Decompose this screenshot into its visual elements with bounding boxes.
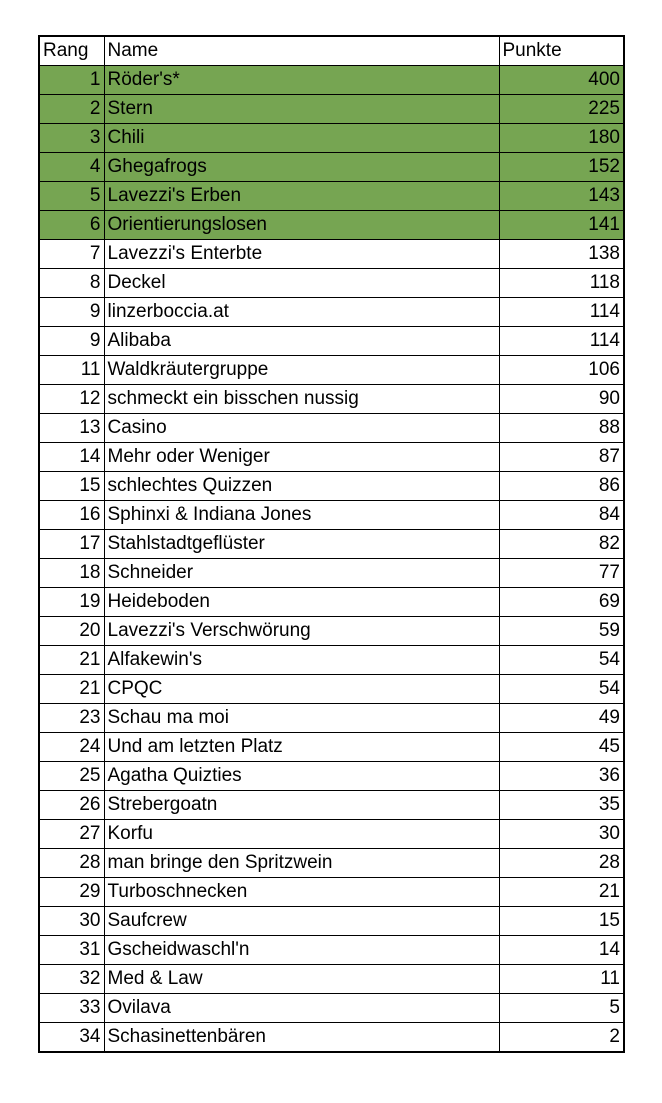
table-row	[39, 327, 624, 356]
points-cell: 84	[499, 501, 624, 530]
rank-cell: 29	[39, 878, 104, 907]
team-name-cell: Schau ma moi	[104, 704, 499, 733]
team-name-cell: Med & Law	[104, 965, 499, 994]
team-name-cell: Saufcrew	[104, 907, 499, 936]
table-row	[39, 878, 624, 907]
rank-cell: 15	[39, 472, 104, 501]
team-name-cell: Mehr oder Weniger	[104, 443, 499, 472]
table-row	[39, 994, 624, 1023]
rank-cell: 28	[39, 849, 104, 878]
rank-cell: 9	[39, 327, 104, 356]
rank-cell: 12	[39, 385, 104, 414]
team-name-cell: schmeckt ein bisschen nussig	[104, 385, 499, 414]
team-name-cell: Sphinxi & Indiana Jones	[104, 501, 499, 530]
points-cell: 30	[499, 820, 624, 849]
points-cell: 54	[499, 646, 624, 675]
team-name-cell: Heideboden	[104, 588, 499, 617]
rank-cell: 30	[39, 907, 104, 936]
table-row	[39, 356, 624, 385]
points-cell: 2	[499, 1023, 624, 1053]
points-cell: 87	[499, 443, 624, 472]
points-cell: 15	[499, 907, 624, 936]
points-cell: 141	[499, 211, 624, 240]
rank-cell: 27	[39, 820, 104, 849]
ranking-table	[38, 35, 625, 1053]
rank-cell: 4	[39, 153, 104, 182]
table-row	[39, 1023, 624, 1053]
points-cell: 28	[499, 849, 624, 878]
table-row	[39, 675, 624, 704]
table-row	[39, 762, 624, 791]
table-row	[39, 385, 624, 414]
team-name-cell: man bringe den Spritzwein	[104, 849, 499, 878]
team-name-cell: Ovilava	[104, 994, 499, 1023]
team-name-cell: linzerboccia.at	[104, 298, 499, 327]
team-name-cell: schlechtes Quizzen	[104, 472, 499, 501]
table-row	[39, 733, 624, 762]
rank-cell: 1	[39, 66, 104, 95]
header-name: Name	[104, 36, 499, 66]
rank-cell: 2	[39, 95, 104, 124]
points-cell: 54	[499, 675, 624, 704]
team-name-cell: Und am letzten Platz	[104, 733, 499, 762]
points-cell: 138	[499, 240, 624, 269]
points-cell: 118	[499, 269, 624, 298]
team-name-cell: Alfakewin's	[104, 646, 499, 675]
rank-cell: 21	[39, 675, 104, 704]
table-row	[39, 182, 624, 211]
points-cell: 49	[499, 704, 624, 733]
team-name-cell: Alibaba	[104, 327, 499, 356]
table-row	[39, 472, 624, 501]
team-name-cell: Chili	[104, 124, 499, 153]
points-cell: 36	[499, 762, 624, 791]
team-name-cell: Orientierungslosen	[104, 211, 499, 240]
points-cell: 88	[499, 414, 624, 443]
team-name-cell: Schasinettenbären	[104, 1023, 499, 1053]
team-name-cell: Gscheidwaschl'n	[104, 936, 499, 965]
team-name-cell: Turboschnecken	[104, 878, 499, 907]
rank-cell: 3	[39, 124, 104, 153]
team-name-cell: Ghegafrogs	[104, 153, 499, 182]
header-row	[39, 36, 624, 66]
table-row	[39, 849, 624, 878]
points-cell: 114	[499, 298, 624, 327]
table-row	[39, 936, 624, 965]
team-name-cell: Lavezzi's Erben	[104, 182, 499, 211]
rank-cell: 8	[39, 269, 104, 298]
rank-cell: 6	[39, 211, 104, 240]
rank-cell: 11	[39, 356, 104, 385]
rank-cell: 16	[39, 501, 104, 530]
points-cell: 82	[499, 530, 624, 559]
points-cell: 14	[499, 936, 624, 965]
team-name-cell: CPQC	[104, 675, 499, 704]
points-cell: 90	[499, 385, 624, 414]
table-row	[39, 791, 624, 820]
table-row	[39, 240, 624, 269]
points-cell: 400	[499, 66, 624, 95]
points-cell: 21	[499, 878, 624, 907]
points-cell: 225	[499, 95, 624, 124]
rank-cell: 34	[39, 1023, 104, 1053]
points-cell: 180	[499, 124, 624, 153]
rank-cell: 7	[39, 240, 104, 269]
table-row	[39, 269, 624, 298]
table-row	[39, 501, 624, 530]
rank-cell: 21	[39, 646, 104, 675]
rank-cell: 19	[39, 588, 104, 617]
points-cell: 45	[499, 733, 624, 762]
team-name-cell: Stern	[104, 95, 499, 124]
rank-cell: 23	[39, 704, 104, 733]
rank-cell: 20	[39, 617, 104, 646]
table-row	[39, 907, 624, 936]
rank-cell: 9	[39, 298, 104, 327]
team-name-cell: Strebergoatn	[104, 791, 499, 820]
header-punkte: Punkte	[499, 36, 624, 66]
table-row	[39, 588, 624, 617]
rank-cell: 5	[39, 182, 104, 211]
table-row	[39, 298, 624, 327]
rank-cell: 14	[39, 443, 104, 472]
table-row	[39, 66, 624, 95]
table-row	[39, 704, 624, 733]
team-name-cell: Lavezzi's Enterbte	[104, 240, 499, 269]
table-row	[39, 559, 624, 588]
team-name-cell: Casino	[104, 414, 499, 443]
points-cell: 114	[499, 327, 624, 356]
rank-cell: 17	[39, 530, 104, 559]
table-row	[39, 211, 624, 240]
points-cell: 106	[499, 356, 624, 385]
team-name-cell: Röder's*	[104, 66, 499, 95]
team-name-cell: Stahlstadtgeflüster	[104, 530, 499, 559]
team-name-cell: Korfu	[104, 820, 499, 849]
rank-cell: 32	[39, 965, 104, 994]
header-rang: Rang	[39, 36, 104, 66]
rank-cell: 24	[39, 733, 104, 762]
points-cell: 77	[499, 559, 624, 588]
table-row	[39, 530, 624, 559]
team-name-cell: Agatha Quizties	[104, 762, 499, 791]
points-cell: 35	[499, 791, 624, 820]
rank-cell: 31	[39, 936, 104, 965]
rank-cell: 18	[39, 559, 104, 588]
points-cell: 143	[499, 182, 624, 211]
table-row	[39, 617, 624, 646]
rank-cell: 25	[39, 762, 104, 791]
rank-cell: 26	[39, 791, 104, 820]
table-row	[39, 443, 624, 472]
table-row	[39, 820, 624, 849]
team-name-cell: Deckel	[104, 269, 499, 298]
table-row	[39, 124, 624, 153]
table-row	[39, 646, 624, 675]
table-row	[39, 414, 624, 443]
rank-cell: 13	[39, 414, 104, 443]
points-cell: 86	[499, 472, 624, 501]
table-body	[39, 66, 624, 1053]
points-cell: 152	[499, 153, 624, 182]
table-row	[39, 95, 624, 124]
points-cell: 59	[499, 617, 624, 646]
rank-cell: 33	[39, 994, 104, 1023]
table-row	[39, 153, 624, 182]
team-name-cell: Schneider	[104, 559, 499, 588]
team-name-cell: Waldkräutergruppe	[104, 356, 499, 385]
table-row	[39, 965, 624, 994]
points-cell: 69	[499, 588, 624, 617]
team-name-cell: Lavezzi's Verschwörung	[104, 617, 499, 646]
points-cell: 5	[499, 994, 624, 1023]
points-cell: 11	[499, 965, 624, 994]
